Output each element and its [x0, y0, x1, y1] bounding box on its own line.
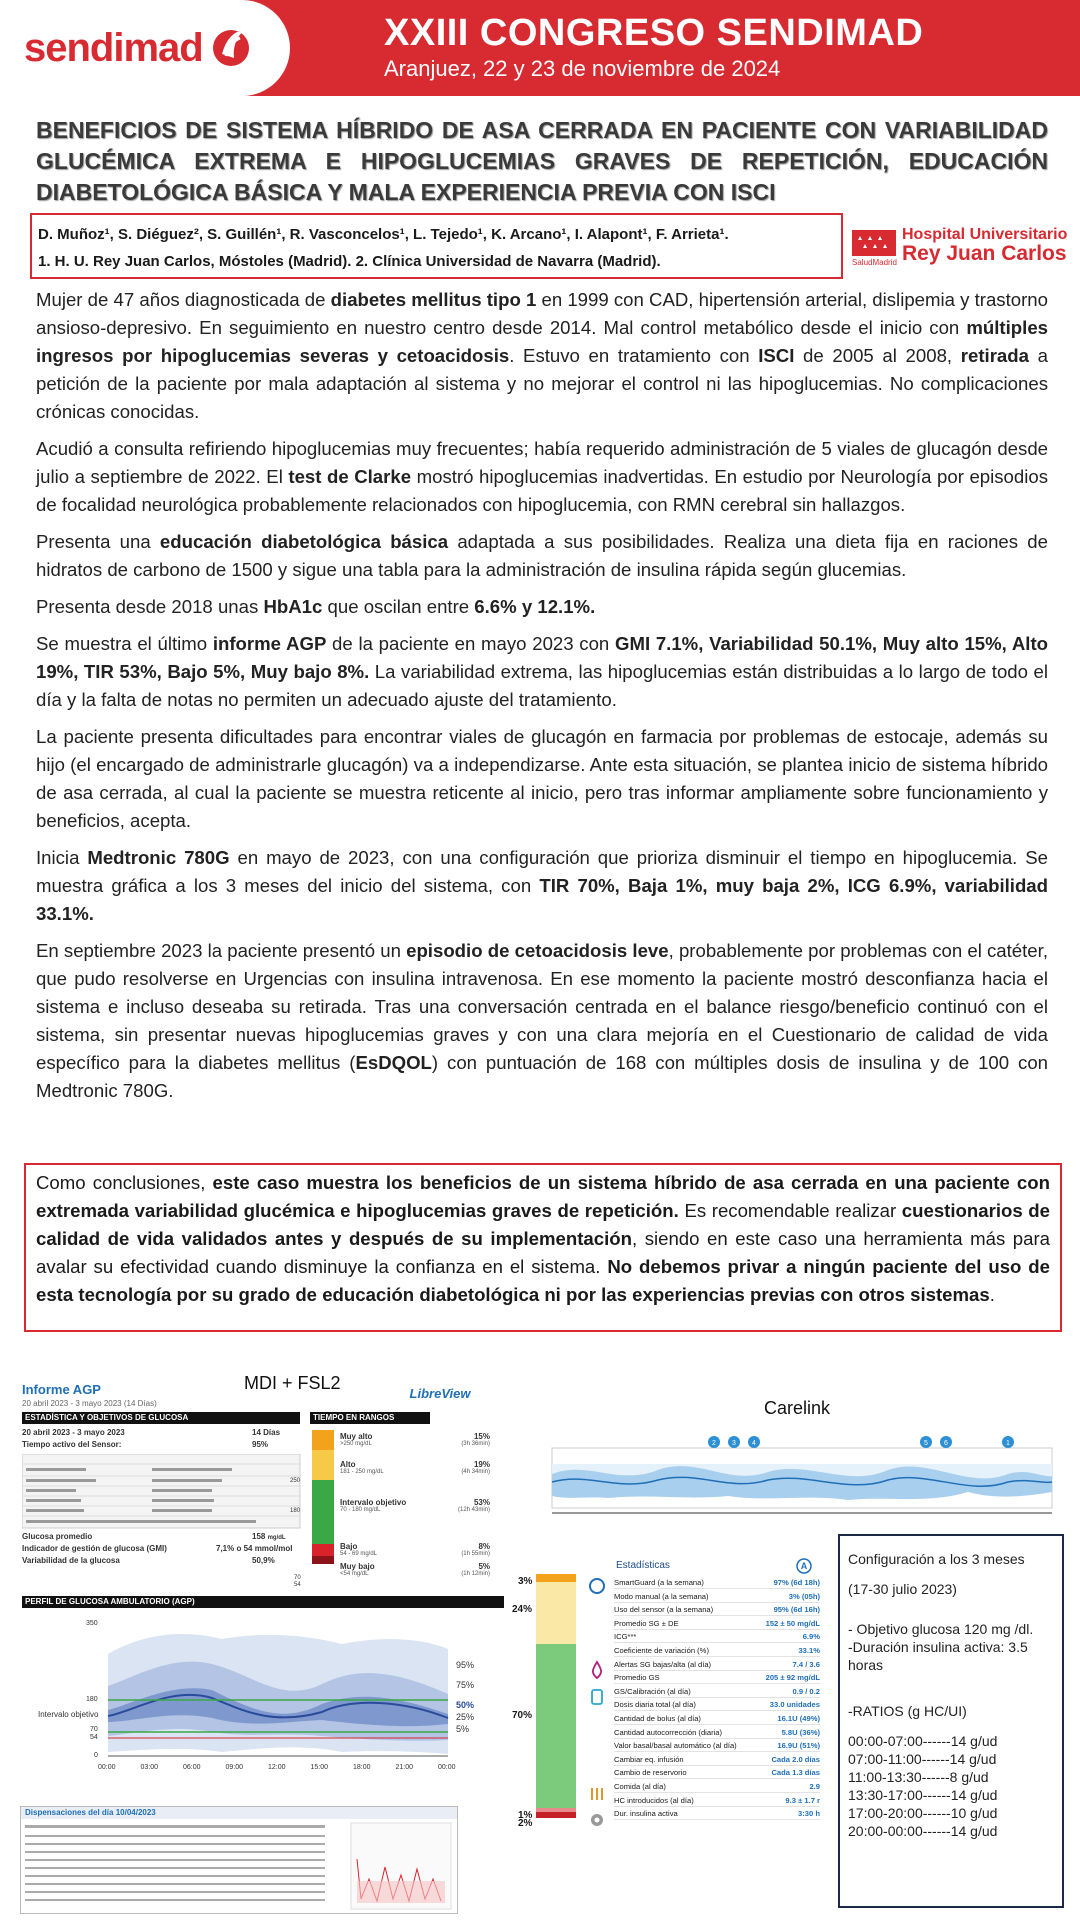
range-name: Bajo: [340, 1542, 358, 1551]
carelink-statistics: [512, 1516, 830, 1916]
agp-title: Informe AGP: [22, 1382, 101, 1397]
stats-row: [614, 1712, 820, 1725]
stats-key: Modo manual (a la semana): [614, 1591, 709, 1601]
paragraph-4: [36, 593, 1048, 621]
authors-box: [30, 213, 843, 279]
stats-value: 152 ± 50 mg/dL: [765, 1618, 820, 1628]
author-affiliations: 1. H. U. Rey Juan Carlos, Móstoles (Madrid). 2. Clínica Universidad de Navarra (Madrid).: [38, 253, 661, 270]
paragraph-2: [36, 435, 1048, 519]
agp-y-0: 0: [94, 1752, 98, 1759]
agp-variab: Variabilidad de la glucosa: [22, 1556, 120, 1565]
gear-icon: [588, 1810, 606, 1830]
poster-body: [36, 286, 1048, 1114]
config-dates: (17-30 julio 2023): [848, 1581, 957, 1597]
config-ratios-list: [848, 1732, 1054, 1840]
stats-row: [614, 1780, 820, 1793]
agp-objective-label: Intervalo objetivo: [38, 1710, 99, 1719]
configuration-box: [838, 1534, 1064, 1908]
paragraph-7: [36, 844, 1048, 928]
stats-value: 33.1%: [798, 1646, 820, 1655]
svg-text:A: A: [800, 1561, 808, 1571]
dispensaciones-table: [20, 1806, 458, 1914]
stats-key: Cambiar eq. infusión: [614, 1754, 684, 1764]
text-run: mostró hipoglucemias inadvertidas. En estudio por Neurología por episodios de focalidad neurológica probablemente relacionados con hipoglucemia, con RMN cerebral sin hallazgos.: [36, 466, 1049, 515]
text-run: Presenta desde 2018 unas: [36, 596, 264, 617]
stats-key: Coeficiente de variación (%): [614, 1646, 709, 1655]
agp-gmi-value: 7,1% o 54 mmol/mol: [216, 1544, 293, 1553]
agp-x-tick: 18:00: [353, 1764, 371, 1771]
stats-value: 5.8U (36%): [781, 1727, 820, 1737]
hospital-flag-icon: [852, 228, 896, 258]
conclusion-box: [24, 1163, 1062, 1332]
mdi-label: MDI + FSL2: [244, 1373, 341, 1393]
carelink-pct-24: 24%: [512, 1604, 533, 1615]
svg-text:6: 6: [944, 1440, 948, 1447]
range-row: [340, 1562, 504, 1577]
stats-row: [614, 1671, 820, 1684]
stats-value: 7.4 / 3.6: [792, 1659, 820, 1669]
agp-x-tick: 00:00: [98, 1764, 116, 1771]
stats-row: [614, 1766, 820, 1779]
config-objective: - Objetivo glucosa 120 mg /dl.: [848, 1621, 1034, 1637]
hospital-line1: Hospital Universitario: [902, 226, 1068, 243]
paragraph-3: [36, 528, 1048, 584]
logo-text: sendimad: [24, 26, 203, 70]
agp-row-sensor: Tiempo activo del Sensor:: [22, 1440, 122, 1449]
bold-run: múltiples ingresos por hipoglucemias severas y cetoacidosis: [36, 317, 1048, 366]
stats-row: [614, 1630, 820, 1643]
agp-p95: 95%: [456, 1660, 475, 1670]
stats-row: [614, 1576, 820, 1589]
agp-row-sensor-value: 95%: [252, 1440, 269, 1449]
agp-y-54: 54: [90, 1734, 98, 1741]
stats-key: Comida (al día): [614, 1782, 666, 1791]
agp-variab-value: 50,9%: [252, 1556, 275, 1565]
stats-key: ICG***: [614, 1632, 637, 1642]
range-row: [340, 1498, 504, 1513]
agp-row-days: 14 Días: [252, 1428, 281, 1437]
text-run: adaptada a sus posibilidades. Realiza una dieta fija en raciones de hidratos de carbono de 1500 y sigue una tabla para la administración de insulina rápida según glucemias.: [36, 531, 1048, 580]
tir-axis-54: 54: [294, 1582, 301, 1588]
agp-gp-num: 158: [252, 1532, 266, 1541]
text-run: En septiembre 2023 la paciente presentó un: [36, 940, 407, 961]
carelink-range-bar: [536, 1574, 576, 1818]
range-pct: 5%: [478, 1562, 490, 1571]
stats-row: [614, 1617, 820, 1630]
time-in-range-bar: [310, 1428, 340, 1572]
range-pct: 8%: [478, 1542, 490, 1551]
text-run: Acudió a consulta refiriendo hipoglucemias muy frecuentes; había requerido administración de 5 viales de glucagón desde julio a septiembre de 2022. El: [36, 438, 1048, 487]
stats-value: 205 ± 92 mg/dL: [765, 1673, 820, 1683]
bold-run: retirada: [960, 345, 1029, 366]
stats-row: [614, 1698, 820, 1711]
stats-value: 95% (6d 16h): [773, 1605, 820, 1615]
carelink-label: Carelink: [764, 1398, 831, 1418]
carelink-pct-3: 3%: [518, 1576, 533, 1587]
range-time: (3h 36min): [461, 1441, 490, 1447]
range-sub: >250 mg/dL: [340, 1441, 372, 1447]
agp-days-small: (14 Días): [123, 1399, 157, 1408]
stats-row: [614, 1794, 820, 1807]
hospital-logo: [852, 226, 1068, 267]
range-time: (1h 55min): [461, 1551, 490, 1557]
bold-run: informe AGP: [212, 633, 327, 654]
text-run: Inicia: [36, 847, 88, 868]
ratio-item: 20:00-00:00------14 g/ud: [848, 1823, 998, 1839]
stats-value: 16.9U (51%): [777, 1741, 820, 1751]
bold-run: EsDQOL: [355, 1052, 432, 1073]
poster-title: BENEFICIOS DE SISTEMA HÍBRIDO DE ASA CERRADA EN PACIENTE CON VARIABILIDAD GLUCÉMICA EXTREMA E HIPOGLUCEMIAS GRAVES DE REPETICIÓN, EDUCACIÓN DIABETOLÓGICA BÁSICA Y MALA EXPERIENCIA PREVIA CON ISCI: [36, 117, 1048, 205]
carelink-pct-70: 70%: [512, 1710, 533, 1721]
stats-title: Estadísticas: [616, 1560, 670, 1571]
stats-key: Dosis diaria total (al día): [614, 1700, 696, 1710]
text-run: .: [989, 1284, 995, 1305]
stats-row: [614, 1658, 820, 1671]
config-insulin: -Duración insulina activa: 3.5 horas: [848, 1639, 1028, 1673]
stats-key: Alertas SG bajas/alta (al día): [614, 1659, 712, 1669]
bold-run: ISCI: [758, 345, 795, 366]
carelink-overview-chart: [528, 1420, 1068, 1520]
bold-run: episodio de cetoacidosis leve: [406, 940, 669, 961]
agp-section-stats: ESTADÍSTICA Y OBJETIVOS DE GLUCOSA: [22, 1412, 300, 1424]
stats-row: [614, 1590, 820, 1603]
agp-x-tick: 12:00: [268, 1764, 286, 1771]
text-run: . Estuvo en tratamiento con: [509, 345, 759, 366]
range-sub: 70 - 180 mg/dL: [340, 1507, 381, 1513]
range-sub: <54 mg/dL: [340, 1571, 369, 1577]
range-name: Alto: [340, 1460, 356, 1469]
range-row: [340, 1460, 504, 1475]
svg-text:5: 5: [924, 1440, 928, 1447]
tir-axis-250: 250: [290, 1478, 301, 1484]
text-run: Se muestra el último: [36, 633, 213, 654]
agp-section-profile: PERFIL DE GLUCOSA AMBULATORIO (AGP): [22, 1596, 504, 1608]
text-run: Es recomendable realizar: [678, 1200, 902, 1221]
agp-y-350: 350: [86, 1620, 98, 1627]
stats-key: Promedio SG ± DE: [614, 1618, 679, 1628]
paragraph-6: [36, 723, 1048, 835]
bold-run: GMI 7.1%, Variabilidad 50.1%, Muy alto 15%, Alto 19%, TIR 53%, Bajo 5%, Muy bajo 8%.: [36, 633, 1048, 682]
stats-key: GS/Calibración (al día): [614, 1686, 691, 1696]
agp-p5: 5%: [456, 1724, 470, 1734]
stats-value: 0.9 / 0.2: [792, 1686, 820, 1696]
text-run: Presenta una: [36, 531, 160, 552]
stats-value: 3% (05h): [788, 1591, 820, 1601]
sendimad-logo: [0, 0, 290, 96]
range-sub: 54 - 69 mg/dL: [340, 1551, 378, 1557]
agp-section-ranges: TIEMPO EN RANGOS: [310, 1412, 430, 1424]
agp-y-180: 180: [86, 1696, 98, 1703]
agp-dates: [22, 1399, 157, 1408]
stats-row: [614, 1603, 820, 1616]
agp-x-tick: 09:00: [225, 1764, 244, 1771]
stats-key: Dur. insulina activa: [614, 1809, 678, 1819]
stats-row: [614, 1739, 820, 1752]
stats-value: Cada 1.3 días: [771, 1768, 820, 1778]
hospital-line2: Rey Juan Carlos: [902, 242, 1067, 265]
agp-glucosa-promedio-value: [252, 1532, 286, 1541]
agp-x-tick: 03:00: [140, 1764, 159, 1771]
range-name: Intervalo objetivo: [340, 1498, 407, 1507]
text-run: que oscilan entre: [322, 596, 475, 617]
agp-objectives-table: [22, 1454, 302, 1530]
stats-row: [614, 1753, 820, 1766]
tir-axis-70: 70: [294, 1575, 301, 1581]
text-run: La variabilidad extrema, las hipoglucemias están distribuidas a lo largo de todo el día y la falta de notas no permiten un adecuado ajuste del tratamiento.: [36, 661, 1048, 710]
stats-value: 9.3 ± 1.7 r: [785, 1795, 820, 1805]
agp-dates-text: 20 abril 2023 - 3 mayo 2023: [22, 1399, 122, 1408]
agp-p75: 75%: [456, 1680, 475, 1690]
stats-value: 33.0 unidades: [769, 1700, 820, 1710]
ratio-item: 17:00-20:00------10 g/ud: [848, 1805, 998, 1821]
bold-run: Medtronic 780G: [87, 847, 230, 868]
libreview-brand: LibreView: [409, 1386, 471, 1401]
stats-row: [614, 1685, 820, 1698]
congress-subtitle: Aranjuez, 22 y 23 de noviembre de 2024: [384, 56, 781, 81]
range-pct: 53%: [473, 1498, 490, 1507]
agp-x-tick: 21:00: [395, 1764, 414, 1771]
bold-run: TIR 70%, Baja 1%, muy baja 2%, ICG 6.9%, variabilidad 33.1%.: [36, 875, 1049, 924]
range-row: [340, 1432, 504, 1447]
stats-value: 2.9: [809, 1782, 820, 1791]
congress-title: XXIII CONGRESO SENDIMAD: [384, 12, 924, 54]
ratio-item: 07:00-11:00------14 g/ud: [848, 1751, 997, 1767]
agp-row-dates: 20 abril 2023 - 3 mayo 2023: [22, 1428, 125, 1437]
range-sub: 181 - 250 mg/dL: [340, 1469, 384, 1475]
stats-key: Uso del sensor (a la semana): [614, 1605, 714, 1615]
text-run: de 2005 al 2008,: [794, 345, 961, 366]
agp-glucosa-promedio: Glucosa promedio: [22, 1532, 93, 1541]
config-ratios-title: -RATIOS (g HC/UI): [848, 1703, 967, 1719]
bold-run: test de Clarke: [288, 466, 412, 487]
blood-drop-icon: [588, 1660, 606, 1680]
agp-gmi: Indicador de gestión de glucosa (GMI): [22, 1544, 167, 1553]
stats-row: [614, 1644, 820, 1657]
text-run: ) con puntuación de 168 con múltiples dosis de insulina y de 100 con Medtronic 780G.: [36, 1052, 1048, 1101]
agp-p25: 25%: [456, 1712, 475, 1722]
stats-row: [614, 1726, 820, 1739]
poster-header: [0, 0, 1080, 96]
ratio-item: 13:30-17:00------14 g/ud: [848, 1787, 998, 1803]
range-name: Muy bajo: [340, 1562, 375, 1571]
stats-key: Cantidad de bolus (al día): [614, 1714, 701, 1723]
stats-value: 97% (6d 18h): [773, 1578, 820, 1587]
svg-text:4: 4: [752, 1440, 756, 1447]
agp-x-tick: 15:00: [310, 1764, 329, 1771]
svg-text:3: 3: [732, 1440, 736, 1447]
text-run: , probablemente por problemas con el catéter, que pudo resolverse en Urgencias con insulina intravenosa. En ese momento la paciente mostró desconfianza hacia el sistema e incluso deseaba su retirada. Tras una conversación centrada en el balance riesgo/beneficio continuó con el sistema, sin presentar nuevas hipoglucemias graves y con una clara mejoría en el Cuestionario de calidad de vida específico para la diabetes mellitus (: [36, 940, 1048, 1073]
config-title: Configuración a los 3 meses: [848, 1551, 1025, 1567]
stats-value: Cada 2.0 días: [771, 1754, 820, 1764]
stats-row: [614, 1807, 820, 1820]
range-time: (1h 12min): [461, 1571, 490, 1577]
svg-text:2: 2: [712, 1440, 716, 1447]
tir-axis-180: 180: [290, 1508, 301, 1514]
author-names: D. Muñoz¹, S. Diéguez², S. Guillén¹, R. Vasconcelos¹, L. Tejedo¹, K. Arcano¹, I. Alapont¹, F. Arrieta¹.: [38, 226, 729, 243]
hospital-small: SaludMadrid: [852, 258, 897, 267]
text-run: , siendo en este caso una herramienta más para avalar su efectividad cuando disminuye la confianza en el sistema.: [36, 1228, 1051, 1277]
paragraph-8: [36, 937, 1048, 1105]
bold-run: educación diabetológica básica: [159, 531, 449, 552]
paragraph-5: [36, 630, 1048, 714]
stats-a-icon: [796, 1558, 812, 1574]
agp-p50: 50%: [456, 1700, 475, 1710]
text-run: Mujer de 47 años diagnosticada de: [36, 289, 331, 310]
text-run: de la paciente en mayo 2023 con: [326, 633, 615, 654]
paragraph-1: [36, 286, 1048, 426]
agp-y-70: 70: [90, 1726, 98, 1733]
range-time: (12h 43min): [457, 1507, 490, 1513]
agp-x-tick: 00:00: [438, 1764, 456, 1771]
stats-key: Cantidad autocorrección (diaria): [614, 1727, 723, 1737]
agp-gp-unit: mg/dL: [267, 1535, 286, 1541]
bold-run: No debemos privar a ningún paciente del uso de esta tecnología por su grado de educación diabetológica ni por las experiencias previas con otros sistemas: [36, 1256, 1050, 1305]
bold-run: 6.6% y 12.1%.: [474, 596, 596, 617]
range-time: (4h 34min): [461, 1469, 490, 1475]
insulin-icon: [588, 1686, 606, 1706]
stats-key: HC introducidos (al día): [614, 1795, 694, 1805]
bold-run: HbA1c: [263, 596, 323, 617]
stats-key: Promedio GS: [614, 1673, 660, 1683]
sendimad-mark-icon: [210, 24, 252, 68]
text-run: Como conclusiones,: [36, 1172, 213, 1193]
stats-key: Cambio de reservorio: [614, 1768, 687, 1778]
range-pct: 19%: [473, 1460, 490, 1469]
text-run: en mayo de 2023, con una configuración que prioriza disminuir el tiempo en hipoglucemia. Se muestra gráfica a los 3 meses del inicio del sistema, con: [36, 847, 1048, 896]
ratio-item: 00:00-07:00------14 g/ud: [848, 1733, 998, 1749]
food-icon: [588, 1784, 606, 1804]
range-pct: 15%: [473, 1432, 490, 1441]
carelink-pct-2: 2%: [518, 1818, 533, 1829]
disp-rows: [21, 1819, 459, 1913]
range-row: [340, 1542, 504, 1557]
agp-x-tick: 06:00: [183, 1764, 201, 1771]
smartguard-icon: [588, 1576, 606, 1596]
disp-title: Dispensaciones del día 10/04/2023: [21, 1807, 457, 1819]
bold-run: diabetes mellitus tipo 1: [330, 289, 537, 310]
ratio-item: 11:00-13:30------8 g/ud: [848, 1769, 989, 1785]
stats-key: SmartGuard (a la semana): [614, 1578, 704, 1587]
bold-run: cuestionarios de calidad de vida validados antes y después de su implementación: [36, 1200, 1051, 1249]
text-run: a petición de la paciente por mala adaptación al sistema y no mejorar el control ni las hipoglucemias. No complicaciones crónicas conocidas.: [36, 345, 1048, 422]
conclusion-text: [36, 1169, 1050, 1309]
stats-value: 3:30 h: [798, 1809, 820, 1819]
stats-value: 16.1U (49%): [777, 1714, 820, 1723]
text-run: en 1999 con CAD, hipertensión arterial, dislipemia y trastorno ansioso-depresivo. En seguimiento en nuestro centro desde 2014. Mal control metabólico desde el inicio con: [36, 289, 1048, 338]
stats-key: Valor basal/basal automático (al día): [614, 1741, 737, 1751]
bold-run: este caso muestra los beneficios de un sistema híbrido de asa cerrada en una paciente con extremada variabilidad glucémica e hipoglucemias graves de repetición.: [36, 1172, 1050, 1221]
svg-text:1: 1: [1006, 1440, 1010, 1447]
stats-value: 6.9%: [802, 1632, 820, 1642]
carelink-pct-1: 1%: [518, 1810, 533, 1821]
range-name: Muy alto: [340, 1432, 373, 1441]
text-run: La paciente presenta dificultades para encontrar viales de glucagón en farmacia por problemas de estocaje, además su hijo (el encargado de administrarle glucagón) va a independizarse. Ante esta situación, se plantea inicio de sistema híbrido de asa cerrada, al cual la paciente se muestra reticente al inicio, pero tras informar ampliamente sobre funcionamiento y beneficios, acepta.: [36, 726, 1048, 831]
